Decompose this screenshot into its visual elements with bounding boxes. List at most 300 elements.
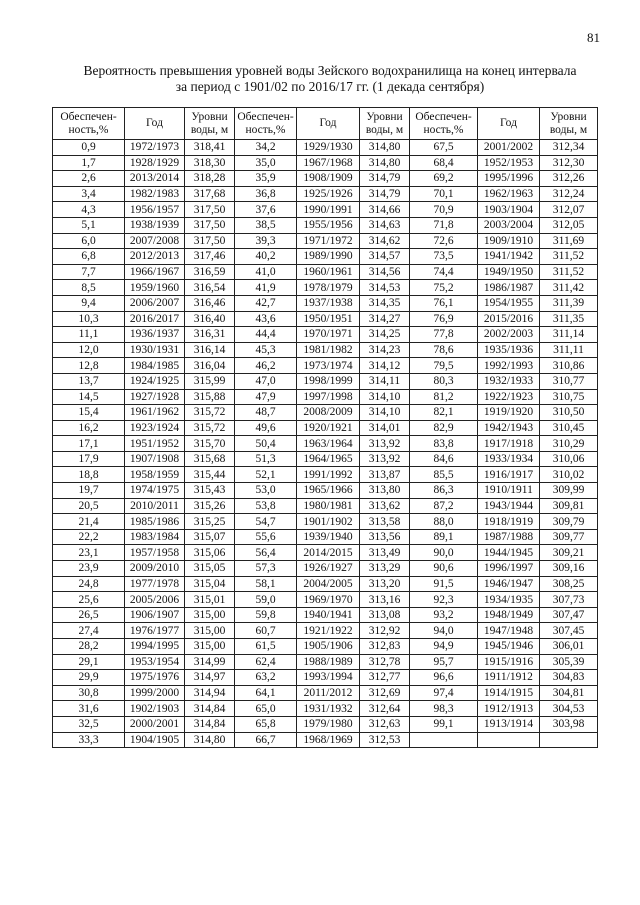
- cell-year-3: 1934/1935: [478, 592, 540, 608]
- cell-probability-2: 41,9: [235, 280, 297, 296]
- cell-year-3: 2001/2002: [478, 140, 540, 156]
- cell-level-3: 303,98: [540, 716, 598, 732]
- cell-level-2: 314,66: [360, 202, 410, 218]
- cell-year-3: 1986/1987: [478, 280, 540, 296]
- table-row: [53, 420, 598, 436]
- cell-year-3: 1910/1911: [478, 483, 540, 499]
- cell-probability-1: 16,2: [53, 420, 125, 436]
- cell-level-2: 314,56: [360, 264, 410, 280]
- cell-level-3: 307,47: [540, 607, 598, 623]
- cell-year-1: 2016/2017: [125, 311, 185, 327]
- cell-level-2: 314,53: [360, 280, 410, 296]
- cell-year-2: 1925/1926: [297, 186, 360, 202]
- cell-probability-3: 95,7: [410, 654, 478, 670]
- cell-probability-3: 93,2: [410, 607, 478, 623]
- cell-level-3: 312,26: [540, 171, 598, 187]
- cell-probability-2: 54,7: [235, 514, 297, 530]
- cell-level-1: 316,04: [185, 358, 235, 374]
- cell-year-3: 1995/1996: [478, 171, 540, 187]
- cell-probability-1: 17,1: [53, 436, 125, 452]
- cell-probability-2: 46,2: [235, 358, 297, 374]
- cell-probability-3: 98,3: [410, 701, 478, 717]
- cell-probability-3: 97,4: [410, 685, 478, 701]
- cell-probability-2: 52,1: [235, 467, 297, 483]
- cell-probability-3: 70,9: [410, 202, 478, 218]
- cell-probability-1: 17,9: [53, 451, 125, 467]
- cell-level-1: 314,97: [185, 670, 235, 686]
- cell-level-2: 313,29: [360, 561, 410, 577]
- cell-level-2: 312,64: [360, 701, 410, 717]
- table-row: [53, 358, 598, 374]
- cell-year-2: 1969/1970: [297, 592, 360, 608]
- table-row: [53, 639, 598, 655]
- cell-level-3: 305,39: [540, 654, 598, 670]
- cell-year-2: 1978/1979: [297, 280, 360, 296]
- cell-year-1: 2006/2007: [125, 295, 185, 311]
- cell-probability-1: 30,8: [53, 685, 125, 701]
- cell-probability-3: 73,5: [410, 249, 478, 265]
- cell-level-2: 313,58: [360, 514, 410, 530]
- cell-year-2: 1908/1909: [297, 171, 360, 187]
- cell-level-3: 312,34: [540, 140, 598, 156]
- cell-year-2: 1931/1932: [297, 701, 360, 717]
- page-number: 81: [587, 30, 600, 45]
- cell-year-3: 1933/1934: [478, 451, 540, 467]
- cell-year-2: 1940/1941: [297, 607, 360, 623]
- cell-year-1: 2005/2006: [125, 592, 185, 608]
- cell-probability-1: 2,6: [53, 171, 125, 187]
- table-row: [53, 670, 598, 686]
- cell-probability-2: 59,0: [235, 592, 297, 608]
- cell-probability-1: 28,2: [53, 639, 125, 655]
- cell-level-1: 317,50: [185, 233, 235, 249]
- cell-probability-1: 5,1: [53, 217, 125, 233]
- cell-year-1: 1994/1995: [125, 639, 185, 655]
- cell-year-2: 1981/1982: [297, 342, 360, 358]
- cell-year-3: 1915/1916: [478, 654, 540, 670]
- header-year-3: Год: [478, 108, 540, 140]
- cell-year-3: 1943/1944: [478, 498, 540, 514]
- cell-year-2: 1989/1990: [297, 249, 360, 265]
- cell-level-3: 311,35: [540, 311, 598, 327]
- table-row: [53, 685, 598, 701]
- cell-probability-1: 4,3: [53, 202, 125, 218]
- cell-level-1: 315,25: [185, 514, 235, 530]
- cell-level-2: 313,56: [360, 529, 410, 545]
- cell-probability-1: 15,4: [53, 405, 125, 421]
- cell-year-1: 1958/1959: [125, 467, 185, 483]
- cell-level-1: 317,68: [185, 186, 235, 202]
- table-row: [53, 529, 598, 545]
- cell-year-2: 1920/1921: [297, 420, 360, 436]
- cell-year-3: 1919/1920: [478, 405, 540, 421]
- cell-probability-2: 39,3: [235, 233, 297, 249]
- cell-probability-1: 7,7: [53, 264, 125, 280]
- table-row: [53, 732, 598, 748]
- cell-year-2: 1988/1989: [297, 654, 360, 670]
- cell-year-3: 1962/1963: [478, 186, 540, 202]
- cell-probability-2: 51,3: [235, 451, 297, 467]
- cell-probability-1: 12,0: [53, 342, 125, 358]
- cell-level-2: 314,79: [360, 171, 410, 187]
- cell-probability-3: 70,1: [410, 186, 478, 202]
- cell-year-1: 1951/1952: [125, 436, 185, 452]
- cell-level-3: 311,11: [540, 342, 598, 358]
- cell-level-2: 314,10: [360, 405, 410, 421]
- cell-year-1: 1923/1924: [125, 420, 185, 436]
- cell-year-1: 1936/1937: [125, 327, 185, 343]
- cell-year-3: 1913/1914: [478, 716, 540, 732]
- cell-probability-3: 94,0: [410, 623, 478, 639]
- cell-probability-3: 89,1: [410, 529, 478, 545]
- cell-level-3: 309,16: [540, 561, 598, 577]
- cell-year-3: 1903/1904: [478, 202, 540, 218]
- cell-probability-3: 75,2: [410, 280, 478, 296]
- cell-year-2: 2014/2015: [297, 545, 360, 561]
- cell-year-2: 1973/1974: [297, 358, 360, 374]
- cell-level-1: 314,94: [185, 685, 235, 701]
- cell-level-3: 309,77: [540, 529, 598, 545]
- cell-year-2: 1979/1980: [297, 716, 360, 732]
- cell-year-3: 1954/1955: [478, 295, 540, 311]
- cell-level-3: 311,52: [540, 249, 598, 265]
- cell-level-1: 317,46: [185, 249, 235, 265]
- cell-probability-1: 26,5: [53, 607, 125, 623]
- cell-level-1: 315,06: [185, 545, 235, 561]
- cell-probability-2: 48,7: [235, 405, 297, 421]
- cell-year-1: 1902/1903: [125, 701, 185, 717]
- cell-probability-1: 6,0: [53, 233, 125, 249]
- cell-probability-2: 49,6: [235, 420, 297, 436]
- header-year-1: Год: [125, 108, 185, 140]
- cell-year-3: 1912/1913: [478, 701, 540, 717]
- cell-level-1: 314,84: [185, 716, 235, 732]
- cell-year-1: 2000/2001: [125, 716, 185, 732]
- cell-probability-1: 29,1: [53, 654, 125, 670]
- cell-probability-2: 57,3: [235, 561, 297, 577]
- cell-year-1: 1924/1925: [125, 373, 185, 389]
- table-row: [53, 514, 598, 530]
- cell-year-3: 1914/1915: [478, 685, 540, 701]
- cell-probability-3: 91,5: [410, 576, 478, 592]
- table-row: [53, 576, 598, 592]
- header-probability-3: Обеспечен-ность,%: [410, 108, 478, 140]
- page-title: [60, 63, 600, 95]
- cell-year-1: 1975/1976: [125, 670, 185, 686]
- cell-level-1: 315,00: [185, 607, 235, 623]
- cell-year-2: 1993/1994: [297, 670, 360, 686]
- cell-level-3: 312,05: [540, 217, 598, 233]
- cell-probability-3: 92,3: [410, 592, 478, 608]
- table-row: [53, 233, 598, 249]
- cell-probability-2: 42,7: [235, 295, 297, 311]
- cell-year-2: 1955/1956: [297, 217, 360, 233]
- cell-level-2: 314,63: [360, 217, 410, 233]
- cell-level-1: 315,44: [185, 467, 235, 483]
- header-probability-2: Обеспечен-ность,%: [235, 108, 297, 140]
- cell-probability-2: 59,8: [235, 607, 297, 623]
- header-level-1: Уровни воды, м: [185, 108, 235, 140]
- cell-level-1: 314,99: [185, 654, 235, 670]
- cell-level-1: 315,72: [185, 420, 235, 436]
- cell-probability-3: 82,1: [410, 405, 478, 421]
- cell-year-1: 1976/1977: [125, 623, 185, 639]
- cell-level-2: 313,08: [360, 607, 410, 623]
- cell-year-1: 2009/2010: [125, 561, 185, 577]
- cell-probability-1: 8,5: [53, 280, 125, 296]
- cell-level-2: 313,49: [360, 545, 410, 561]
- cell-year-1: 1961/1962: [125, 405, 185, 421]
- cell-level-3: 311,39: [540, 295, 598, 311]
- cell-level-1: 315,00: [185, 639, 235, 655]
- cell-level-2: 313,92: [360, 451, 410, 467]
- cell-probability-3: 90,0: [410, 545, 478, 561]
- cell-level-3: 311,42: [540, 280, 598, 296]
- table-row: [53, 654, 598, 670]
- cell-year-3: 1946/1947: [478, 576, 540, 592]
- cell-year-2: 1967/1968: [297, 155, 360, 171]
- cell-probability-1: 1,7: [53, 155, 125, 171]
- cell-year-1: 1907/1908: [125, 451, 185, 467]
- cell-level-3: 311,52: [540, 264, 598, 280]
- table-row: [53, 467, 598, 483]
- table-row: [53, 498, 598, 514]
- cell-probability-2: 53,8: [235, 498, 297, 514]
- table-row: [53, 249, 598, 265]
- cell-year-2: 1929/1930: [297, 140, 360, 156]
- cell-year-3: 1987/1988: [478, 529, 540, 545]
- cell-year-3: 1918/1919: [478, 514, 540, 530]
- table-row: [53, 436, 598, 452]
- cell-year-3: 1909/1910: [478, 233, 540, 249]
- cell-probability-3: 83,8: [410, 436, 478, 452]
- cell-level-1: 317,50: [185, 202, 235, 218]
- cell-probability-2: 65,0: [235, 701, 297, 717]
- cell-probability-2: 45,3: [235, 342, 297, 358]
- cell-year-2: 1901/1902: [297, 514, 360, 530]
- cell-year-2: 1921/1922: [297, 623, 360, 639]
- cell-probability-2: 43,6: [235, 311, 297, 327]
- cell-year-1: 2010/2011: [125, 498, 185, 514]
- table-row: [53, 171, 598, 187]
- cell-probability-1: 0,9: [53, 140, 125, 156]
- cell-level-1: 316,59: [185, 264, 235, 280]
- cell-year-3: 1945/1946: [478, 639, 540, 655]
- cell-level-2: 314,01: [360, 420, 410, 436]
- cell-year-2: 1939/1940: [297, 529, 360, 545]
- cell-level-2: 314,25: [360, 327, 410, 343]
- cell-level-2: 314,12: [360, 358, 410, 374]
- cell-level-2: 314,62: [360, 233, 410, 249]
- cell-probability-2: 58,1: [235, 576, 297, 592]
- cell-level-2: 314,11: [360, 373, 410, 389]
- cell-year-2: 1965/1966: [297, 483, 360, 499]
- cell-year-1: 1953/1954: [125, 654, 185, 670]
- cell-year-1: 1974/1975: [125, 483, 185, 499]
- cell-level-1: 315,70: [185, 436, 235, 452]
- cell-level-1: 315,72: [185, 405, 235, 421]
- table-row: [53, 545, 598, 561]
- cell-level-1: 315,26: [185, 498, 235, 514]
- title-line-2: за период с 1901/02 по 2016/17 гг. (1 декада сентября): [175, 79, 485, 94]
- cell-level-3: 304,81: [540, 685, 598, 701]
- table-row: [53, 701, 598, 717]
- table-row: [53, 186, 598, 202]
- cell-level-2: 314,35: [360, 295, 410, 311]
- table-row: [53, 295, 598, 311]
- cell-year-1: 1999/2000: [125, 685, 185, 701]
- table-row: [53, 483, 598, 499]
- cell-level-3: 310,29: [540, 436, 598, 452]
- cell-level-1: 315,00: [185, 623, 235, 639]
- cell-probability-3: 76,1: [410, 295, 478, 311]
- cell-level-3: 309,79: [540, 514, 598, 530]
- table-body: [53, 140, 598, 748]
- cell-year-1: 1957/1958: [125, 545, 185, 561]
- cell-level-3: 310,02: [540, 467, 598, 483]
- table-row: [53, 140, 598, 156]
- cell-year-1: 1972/1973: [125, 140, 185, 156]
- cell-level-2: 313,16: [360, 592, 410, 608]
- cell-level-2: 312,92: [360, 623, 410, 639]
- cell-probability-2: 64,1: [235, 685, 297, 701]
- header-level-3: Уровни воды, м: [540, 108, 598, 140]
- cell-level-2: 313,80: [360, 483, 410, 499]
- cell-probability-1: 29,9: [53, 670, 125, 686]
- table-header-row: [53, 108, 598, 140]
- cell-probability-2: 38,5: [235, 217, 297, 233]
- cell-probability-1: 24,8: [53, 576, 125, 592]
- cell-year-2: 1905/1906: [297, 639, 360, 655]
- table-row: [53, 217, 598, 233]
- cell-probability-3: 68,4: [410, 155, 478, 171]
- table-row: [53, 451, 598, 467]
- table-row: [53, 202, 598, 218]
- cell-year-2: 2011/2012: [297, 685, 360, 701]
- cell-year-1: 1983/1984: [125, 529, 185, 545]
- cell-year-2: 1998/1999: [297, 373, 360, 389]
- cell-probability-3: 90,6: [410, 561, 478, 577]
- cell-probability-3: 81,2: [410, 389, 478, 405]
- cell-probability-3: 77,8: [410, 327, 478, 343]
- cell-level-2: 314,80: [360, 155, 410, 171]
- cell-level-3: 310,86: [540, 358, 598, 374]
- cell-level-3: 311,14: [540, 327, 598, 343]
- cell-level-2: 314,27: [360, 311, 410, 327]
- table-row: [53, 342, 598, 358]
- cell-level-3: 309,81: [540, 498, 598, 514]
- cell-level-1: 318,30: [185, 155, 235, 171]
- cell-level-1: 318,41: [185, 140, 235, 156]
- cell-probability-3: 87,2: [410, 498, 478, 514]
- cell-probability-3: 76,9: [410, 311, 478, 327]
- table-row: [53, 623, 598, 639]
- cell-level-3: 306,01: [540, 639, 598, 655]
- table-row: [53, 311, 598, 327]
- cell-level-2: 313,87: [360, 467, 410, 483]
- cell-level-1: 315,07: [185, 529, 235, 545]
- cell-year-3: 1942/1943: [478, 420, 540, 436]
- cell-year-3: 1916/1917: [478, 467, 540, 483]
- cell-probability-3: [410, 732, 478, 748]
- cell-year-2: 2004/2005: [297, 576, 360, 592]
- cell-probability-3: 69,2: [410, 171, 478, 187]
- cell-year-3: 1948/1949: [478, 607, 540, 623]
- table-row: [53, 373, 598, 389]
- table-row: [53, 405, 598, 421]
- table-row: [53, 327, 598, 343]
- cell-level-3: 311,69: [540, 233, 598, 249]
- cell-level-2: 313,92: [360, 436, 410, 452]
- cell-probability-1: 33,3: [53, 732, 125, 748]
- cell-level-3: 307,45: [540, 623, 598, 639]
- cell-year-3: 2015/2016: [478, 311, 540, 327]
- cell-level-2: 312,78: [360, 654, 410, 670]
- cell-level-1: 316,31: [185, 327, 235, 343]
- cell-year-2: 1937/1938: [297, 295, 360, 311]
- cell-probability-2: 55,6: [235, 529, 297, 545]
- cell-year-1: 1966/1967: [125, 264, 185, 280]
- cell-probability-1: 13,7: [53, 373, 125, 389]
- cell-level-1: 316,54: [185, 280, 235, 296]
- table-row: [53, 607, 598, 623]
- header-year-2: Год: [297, 108, 360, 140]
- cell-year-2: 1970/1971: [297, 327, 360, 343]
- cell-probability-2: 61,5: [235, 639, 297, 655]
- cell-level-3: 310,77: [540, 373, 598, 389]
- cell-probability-1: 11,1: [53, 327, 125, 343]
- cell-level-3: 308,25: [540, 576, 598, 592]
- cell-level-3: 304,53: [540, 701, 598, 717]
- cell-level-1: 317,50: [185, 217, 235, 233]
- table-row: [53, 561, 598, 577]
- cell-year-1: 1906/1907: [125, 607, 185, 623]
- cell-year-3: 1952/1953: [478, 155, 540, 171]
- cell-level-3: 307,73: [540, 592, 598, 608]
- cell-level-3: 310,50: [540, 405, 598, 421]
- cell-level-1: 315,05: [185, 561, 235, 577]
- cell-year-1: 2007/2008: [125, 233, 185, 249]
- cell-probability-2: 40,2: [235, 249, 297, 265]
- cell-probability-2: 50,4: [235, 436, 297, 452]
- cell-level-3: 312,07: [540, 202, 598, 218]
- table-row: [53, 716, 598, 732]
- cell-year-2: 2008/2009: [297, 405, 360, 421]
- cell-probability-2: 47,9: [235, 389, 297, 405]
- table-row: [53, 592, 598, 608]
- cell-level-2: 312,69: [360, 685, 410, 701]
- cell-probability-2: 66,7: [235, 732, 297, 748]
- cell-probability-3: 82,9: [410, 420, 478, 436]
- cell-probability-2: 47,0: [235, 373, 297, 389]
- cell-probability-3: 80,3: [410, 373, 478, 389]
- cell-year-1: 1904/1905: [125, 732, 185, 748]
- cell-level-1: 315,88: [185, 389, 235, 405]
- cell-level-2: 314,79: [360, 186, 410, 202]
- cell-level-1: 316,40: [185, 311, 235, 327]
- cell-probability-2: 65,8: [235, 716, 297, 732]
- cell-year-1: 2012/2013: [125, 249, 185, 265]
- cell-year-3: 1917/1918: [478, 436, 540, 452]
- cell-year-3: 1996/1997: [478, 561, 540, 577]
- cell-level-1: 316,46: [185, 295, 235, 311]
- cell-probability-3: 74,4: [410, 264, 478, 280]
- cell-probability-1: 23,9: [53, 561, 125, 577]
- cell-probability-2: 37,6: [235, 202, 297, 218]
- cell-level-1: 314,84: [185, 701, 235, 717]
- cell-year-3: 1922/1923: [478, 389, 540, 405]
- cell-year-1: 1927/1928: [125, 389, 185, 405]
